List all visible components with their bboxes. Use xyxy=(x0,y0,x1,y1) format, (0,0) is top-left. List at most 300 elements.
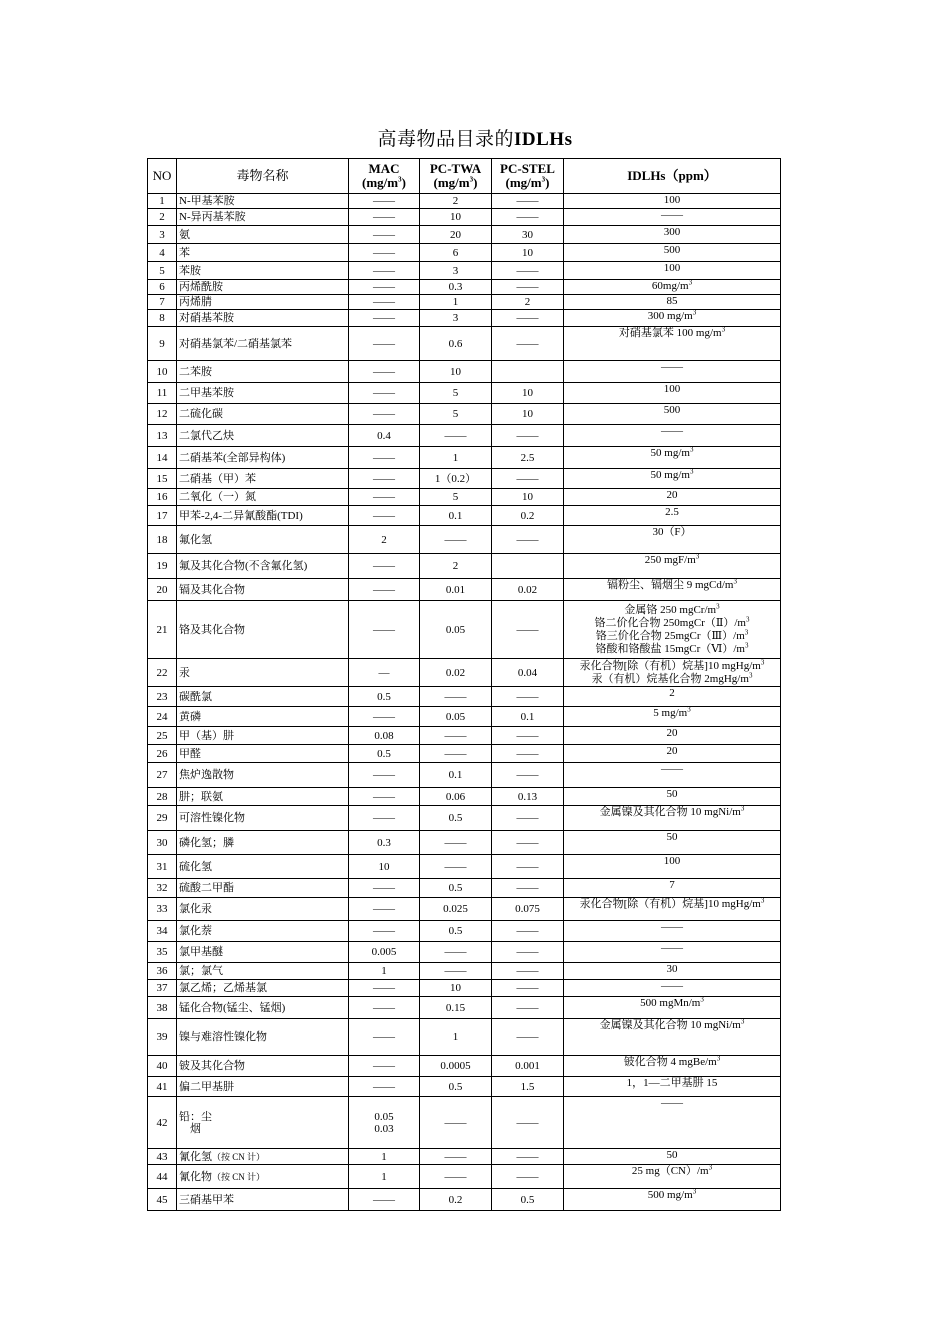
mac-value: 0.08 xyxy=(374,729,394,742)
mac-value: —— xyxy=(373,451,395,464)
cell-idlhs xyxy=(564,831,781,855)
substance-name: 甲苯-2,4-二异氰酸酯(TDI) xyxy=(179,509,303,522)
cell-name xyxy=(177,921,349,942)
cell-idlhs xyxy=(564,554,781,579)
mac-value: —— xyxy=(373,903,395,915)
cell-pc-stel: —— xyxy=(492,1165,564,1189)
cell-name xyxy=(177,831,349,855)
cell-idlhs xyxy=(564,659,781,687)
unit-exponent: 3 xyxy=(721,326,726,334)
substance-name: 对硝基氯苯/二硝基氯苯 xyxy=(179,337,293,350)
cell-pc-stel xyxy=(492,554,564,579)
cell-pc-twa: 0.02 xyxy=(420,659,492,687)
substance-name: 氯；氯气 xyxy=(179,965,223,977)
idlh-line xyxy=(565,942,779,954)
cell-no: 39 xyxy=(148,1019,177,1056)
cell-no: 38 xyxy=(148,997,177,1019)
cell-mac xyxy=(349,1097,420,1149)
idlh-text: 100 xyxy=(663,855,681,867)
cell-no: 36 xyxy=(148,963,177,980)
mac-value: —— xyxy=(373,264,395,277)
substance-name: 铍及其化合物 xyxy=(179,1060,245,1072)
cell-pc-twa: 0.025 xyxy=(420,898,492,921)
table-row xyxy=(148,921,781,942)
mac-value: —— xyxy=(373,812,395,824)
idlh-line xyxy=(565,980,779,992)
cell-name xyxy=(177,262,349,280)
mac-value: 0.5 xyxy=(377,747,391,760)
cell-mac xyxy=(349,1149,420,1165)
mac-value: —— xyxy=(373,1193,395,1206)
cell-name xyxy=(177,447,349,469)
cell-idlhs xyxy=(564,244,781,262)
cell-pc-twa: 0.5 xyxy=(420,806,492,831)
cell-name xyxy=(177,280,349,295)
mac-value: — xyxy=(378,666,390,679)
cell-no: 7 xyxy=(148,295,177,310)
cell-pc-stel: —— xyxy=(492,209,564,226)
idlh-line xyxy=(565,707,779,719)
cell-no: 1 xyxy=(148,194,177,209)
idlh-line xyxy=(565,327,779,339)
table-row xyxy=(148,209,781,226)
cell-mac xyxy=(349,1056,420,1077)
idlh-line xyxy=(565,1077,779,1089)
cell-no: 35 xyxy=(148,942,177,963)
idlh-text: 100 xyxy=(663,262,681,274)
table-row xyxy=(148,707,781,727)
cell-pc-twa: —— xyxy=(420,1097,492,1149)
cell-pc-stel: —— xyxy=(492,1019,564,1056)
cell-name xyxy=(177,942,349,963)
substance-name: 镍与难溶性镍化物 xyxy=(179,1031,267,1043)
cell-idlhs xyxy=(564,980,781,997)
mac-value: —— xyxy=(373,228,395,241)
substance-name: 硫酸二甲酯 xyxy=(179,882,234,894)
table-row xyxy=(148,489,781,506)
mac-value: —— xyxy=(373,337,395,350)
table-row xyxy=(148,879,781,898)
cell-pc-twa: 0.2 xyxy=(420,1189,492,1211)
cell-pc-stel: 0.5 xyxy=(492,1189,564,1211)
substance-name: 偏二甲基肼 xyxy=(179,1080,234,1093)
cell-idlhs xyxy=(564,1097,781,1149)
idlh-line xyxy=(565,361,779,373)
table-row xyxy=(148,963,781,980)
cell-pc-twa: 5 xyxy=(420,383,492,404)
mac-value: 1 xyxy=(381,1150,387,1163)
idlh-text: 铬二价化合物 250mgCr（Ⅱ）/m xyxy=(594,616,746,629)
table-row xyxy=(148,763,781,788)
idlh-line xyxy=(565,469,779,481)
cell-idlhs xyxy=(564,1189,781,1211)
cell-name xyxy=(177,404,349,425)
cell-idlhs xyxy=(564,921,781,942)
idlh-text: 300 xyxy=(663,226,681,238)
cell-no: 31 xyxy=(148,855,177,879)
cell-no: 27 xyxy=(148,763,177,788)
idlh-line xyxy=(565,660,779,673)
cell-mac xyxy=(349,447,420,469)
table-row xyxy=(148,745,781,763)
cell-pc-twa: 3 xyxy=(420,262,492,280)
cell-idlhs xyxy=(564,806,781,831)
cell-mac xyxy=(349,244,420,262)
table-row xyxy=(148,1165,781,1189)
table-row xyxy=(148,806,781,831)
idlh-text: 30 xyxy=(666,963,678,975)
cell-pc-twa: —— xyxy=(420,425,492,447)
idlh-text: 85 xyxy=(666,295,678,307)
cell-idlhs xyxy=(564,687,781,707)
cell-idlhs xyxy=(564,209,781,226)
idlh-text: 20 xyxy=(666,489,678,501)
cell-name xyxy=(177,469,349,489)
substance-name: 丙烯酰胺 xyxy=(179,281,223,293)
mac-value: —— xyxy=(373,790,395,803)
substance-name: 二硫化碳 xyxy=(179,408,223,420)
cell-name xyxy=(177,383,349,404)
cell-no: 29 xyxy=(148,806,177,831)
unit-exponent: 3 xyxy=(708,1164,713,1172)
substance-name-note: （按 CN 计） xyxy=(212,1151,266,1162)
cell-mac xyxy=(349,879,420,898)
cell-name xyxy=(177,244,349,262)
unit-exponent: 3 xyxy=(716,601,720,610)
idlh-text: 500 xyxy=(663,244,681,256)
cell-name xyxy=(177,361,349,383)
cell-pc-stel: 0.13 xyxy=(492,788,564,806)
substance-name-sub: 烟 xyxy=(190,1122,201,1135)
idlh-line xyxy=(565,526,779,538)
idlh-line xyxy=(565,687,779,699)
cell-mac xyxy=(349,1189,420,1211)
mac-value: —— xyxy=(373,925,395,937)
mac-value: —— xyxy=(373,583,395,596)
cell-idlhs xyxy=(564,469,781,489)
cell-pc-stel: 2.5 xyxy=(492,447,564,469)
cell-name xyxy=(177,707,349,727)
cell-idlhs xyxy=(564,404,781,425)
idlh-text: 对硝基氯苯 100 mg/m xyxy=(618,327,722,339)
substance-name: 二氯代乙炔 xyxy=(179,429,234,442)
substance-name: 二氧化（一）氮 xyxy=(179,491,256,503)
table-row xyxy=(148,788,781,806)
idlh-text: 300 mg/m xyxy=(647,310,693,322)
cell-pc-stel: 2 xyxy=(492,295,564,310)
unit-exponent: 3 xyxy=(692,309,697,317)
cell-pc-twa: 0.05 xyxy=(420,707,492,727)
cell-idlhs xyxy=(564,295,781,310)
idlh-text: 5 mg/m xyxy=(653,707,688,719)
mac-value: —— xyxy=(373,312,395,324)
idlh-text: 金属镍及其化合物 10 mgNi/m xyxy=(599,1019,741,1031)
cell-pc-twa: —— xyxy=(420,855,492,879)
substance-name: 铬及其化合物 xyxy=(179,623,245,636)
cell-pc-twa: 5 xyxy=(420,489,492,506)
mac-value: —— xyxy=(373,281,395,293)
cell-no: 15 xyxy=(148,469,177,489)
idlh-text: 60mg/m xyxy=(651,280,689,292)
cell-no: 37 xyxy=(148,980,177,997)
idlh-line xyxy=(565,831,779,843)
document-title-bold: IDLHs xyxy=(514,129,573,150)
cell-name xyxy=(177,1019,349,1056)
cell-name xyxy=(177,879,349,898)
substance-name: 氯甲基醚 xyxy=(179,946,223,958)
mac-value: —— xyxy=(373,387,395,399)
cell-pc-twa: 2 xyxy=(420,554,492,579)
cell-name xyxy=(177,526,349,554)
mac-value: —— xyxy=(373,560,395,572)
cell-no: 33 xyxy=(148,898,177,921)
cell-no: 2 xyxy=(148,209,177,226)
cell-name xyxy=(177,1077,349,1097)
cell-mac xyxy=(349,1077,420,1097)
cell-idlhs xyxy=(564,997,781,1019)
cell-name xyxy=(177,327,349,361)
cell-idlhs xyxy=(564,1165,781,1189)
cell-idlhs xyxy=(564,425,781,447)
cell-name xyxy=(177,806,349,831)
cell-name xyxy=(177,788,349,806)
cell-name xyxy=(177,425,349,447)
idlh-line xyxy=(565,244,779,256)
mac-value: —— xyxy=(373,195,395,207)
cell-pc-stel: 0.02 xyxy=(492,579,564,601)
cell-mac xyxy=(349,763,420,788)
cell-pc-stel: 0.04 xyxy=(492,659,564,687)
cell-pc-twa: 0.1 xyxy=(420,506,492,526)
header-name: 毒物名称 xyxy=(177,159,349,194)
cell-idlhs xyxy=(564,361,781,383)
cell-mac xyxy=(349,788,420,806)
cell-mac xyxy=(349,526,420,554)
table-row xyxy=(148,425,781,447)
cell-name xyxy=(177,1056,349,1077)
cell-mac xyxy=(349,262,420,280)
idlh-line xyxy=(565,898,779,910)
cell-pc-stel: —— xyxy=(492,1097,564,1149)
cell-mac xyxy=(349,295,420,310)
substance-name: 镉及其化合物 xyxy=(179,583,245,596)
cell-mac xyxy=(349,942,420,963)
idlh-text: 50 xyxy=(666,788,678,800)
cell-pc-twa: 0.01 xyxy=(420,579,492,601)
cell-no: 11 xyxy=(148,383,177,404)
cell-idlhs xyxy=(564,226,781,244)
idlh-text: 镉粉尘、镉烟尘 9 mgCd/m xyxy=(606,579,734,591)
idlh-table xyxy=(147,158,781,1211)
table-row xyxy=(148,1077,781,1097)
cell-mac xyxy=(349,806,420,831)
cell-mac xyxy=(349,980,420,997)
idlh-line xyxy=(565,1056,779,1068)
cell-name xyxy=(177,554,349,579)
cell-pc-twa: 0.15 xyxy=(420,997,492,1019)
cell-no: 23 xyxy=(148,687,177,707)
substance-name: 氰化物 xyxy=(179,1170,212,1183)
substance-name: N-异丙基苯胺 xyxy=(179,211,246,223)
mac-value: —— xyxy=(373,246,395,259)
substance-name: 锰化合物(锰尘、锰烟) xyxy=(179,1001,286,1014)
cell-pc-stel: —— xyxy=(492,469,564,489)
table-row xyxy=(148,526,781,554)
unit-exponent: 3 xyxy=(744,627,749,636)
cell-pc-stel: —— xyxy=(492,745,564,763)
unit-exponent: 3 xyxy=(740,805,745,813)
cell-pc-stel: 0.2 xyxy=(492,506,564,526)
idlh-line xyxy=(565,579,779,591)
mac-value: 0.005 xyxy=(371,946,397,958)
unit-exponent: 3 xyxy=(689,468,694,476)
cell-pc-stel: 0.075 xyxy=(492,898,564,921)
cell-pc-stel: 30 xyxy=(492,226,564,244)
cell-no: 20 xyxy=(148,579,177,601)
cell-name xyxy=(177,506,349,526)
unit-exponent: 3 xyxy=(760,658,765,666)
cell-idlhs xyxy=(564,601,781,659)
cell-idlhs xyxy=(564,383,781,404)
cell-mac xyxy=(349,226,420,244)
table-row xyxy=(148,687,781,707)
idlh-line xyxy=(565,963,779,975)
substance-name: 焦炉逸散物 xyxy=(179,769,234,781)
mac-value: —— xyxy=(373,472,395,485)
cell-idlhs xyxy=(564,727,781,745)
idlh-line xyxy=(565,209,779,221)
cell-idlhs xyxy=(564,489,781,506)
cell-idlhs xyxy=(564,788,781,806)
substance-name: 碳酰氯 xyxy=(179,690,212,703)
cell-pc-twa: —— xyxy=(420,963,492,980)
table-row xyxy=(148,280,781,295)
idlh-text: —— xyxy=(661,209,683,221)
cell-mac xyxy=(349,659,420,687)
cell-pc-stel: —— xyxy=(492,942,564,963)
cell-idlhs xyxy=(564,963,781,980)
table-header-row xyxy=(148,159,781,194)
idlh-line xyxy=(565,489,779,501)
unit-exponent: 3 xyxy=(687,706,691,714)
cell-pc-stel: —— xyxy=(492,327,564,361)
cell-pc-twa: 0.1 xyxy=(420,763,492,788)
substance-name: 甲醛 xyxy=(179,747,201,760)
idlh-line xyxy=(565,404,779,416)
cell-no: 18 xyxy=(148,526,177,554)
cell-mac xyxy=(349,831,420,855)
idlh-text: 2.5 xyxy=(665,506,679,518)
mac-value: 0.5 xyxy=(377,690,391,703)
mac-value: —— xyxy=(373,491,395,503)
cell-name xyxy=(177,745,349,763)
idlh-text: 20 xyxy=(666,727,678,739)
cell-idlhs xyxy=(564,763,781,788)
idlh-line xyxy=(565,554,779,566)
cell-pc-twa: 1 xyxy=(420,447,492,469)
cell-mac xyxy=(349,489,420,506)
mac-value: —— xyxy=(373,296,395,308)
mac-value: —— xyxy=(373,509,395,522)
cell-no: 40 xyxy=(148,1056,177,1077)
table-row xyxy=(148,1056,781,1077)
cell-name xyxy=(177,898,349,921)
mac-value: 0.4 xyxy=(377,429,391,442)
substance-name: 三硝基甲苯 xyxy=(179,1193,234,1206)
cell-pc-twa: —— xyxy=(420,526,492,554)
idlh-line xyxy=(565,745,779,757)
table-row xyxy=(148,831,781,855)
substance-name: 二苯胺 xyxy=(179,365,212,378)
cell-no: 42 xyxy=(148,1097,177,1149)
cell-no: 19 xyxy=(148,554,177,579)
table-row xyxy=(148,1097,781,1149)
cell-mac xyxy=(349,727,420,745)
idlh-line xyxy=(565,788,779,800)
cell-name xyxy=(177,980,349,997)
document-title-text: 高毒物品目录的 xyxy=(377,129,515,150)
cell-mac xyxy=(349,194,420,209)
cell-pc-twa: —— xyxy=(420,745,492,763)
mac-value: —— xyxy=(373,408,395,420)
cell-no: 44 xyxy=(148,1165,177,1189)
cell-pc-twa: 10 xyxy=(420,980,492,997)
table-row xyxy=(148,1019,781,1056)
table-row xyxy=(148,244,781,262)
cell-mac xyxy=(349,469,420,489)
cell-no: 45 xyxy=(148,1189,177,1211)
cell-pc-twa: 0.5 xyxy=(420,921,492,942)
cell-mac xyxy=(349,327,420,361)
cell-pc-stel: —— xyxy=(492,879,564,898)
idlh-line xyxy=(565,1165,779,1177)
cell-idlhs xyxy=(564,447,781,469)
cell-mac xyxy=(349,209,420,226)
idlh-text: 汞化合物[除（有机）烷基]10 mgHg/m xyxy=(579,659,761,672)
substance-name: 氟及其化合物(不含氟化氢) xyxy=(179,560,308,572)
table-row xyxy=(148,855,781,879)
cell-name xyxy=(177,687,349,707)
idlh-text: 100 xyxy=(663,383,681,395)
cell-pc-stel: —— xyxy=(492,963,564,980)
cell-idlhs xyxy=(564,262,781,280)
table-row xyxy=(148,262,781,280)
table-row xyxy=(148,601,781,659)
idlh-text: 汞化合物[除（有机）烷基]10 mgHg/m xyxy=(579,898,761,910)
substance-name: 丙烯腈 xyxy=(179,296,212,308)
idlh-text: —— xyxy=(661,942,683,954)
cell-no: 12 xyxy=(148,404,177,425)
mac-value: 2 xyxy=(381,533,387,546)
cell-name xyxy=(177,963,349,980)
cell-no: 22 xyxy=(148,659,177,687)
idlh-text: 金属铬 250 mgCr/m xyxy=(624,603,717,616)
substance-name: 氯化汞 xyxy=(179,903,212,915)
substance-name: 氰化氢 xyxy=(179,1150,212,1163)
idlh-text: 铍化合物 4 mgBe/m xyxy=(623,1056,717,1068)
mac-value: —— xyxy=(373,1001,395,1014)
cell-idlhs xyxy=(564,506,781,526)
cell-no: 30 xyxy=(148,831,177,855)
cell-idlhs xyxy=(564,1149,781,1165)
unit-exponent: 3 xyxy=(689,446,694,454)
idlh-line xyxy=(565,1019,779,1031)
unit-exponent: 3 xyxy=(744,640,749,649)
cell-name xyxy=(177,727,349,745)
substance-name: 甲（基）肼 xyxy=(179,729,234,742)
unit-exponent: 3 xyxy=(700,996,704,1004)
cell-pc-twa: 0.5 xyxy=(420,879,492,898)
